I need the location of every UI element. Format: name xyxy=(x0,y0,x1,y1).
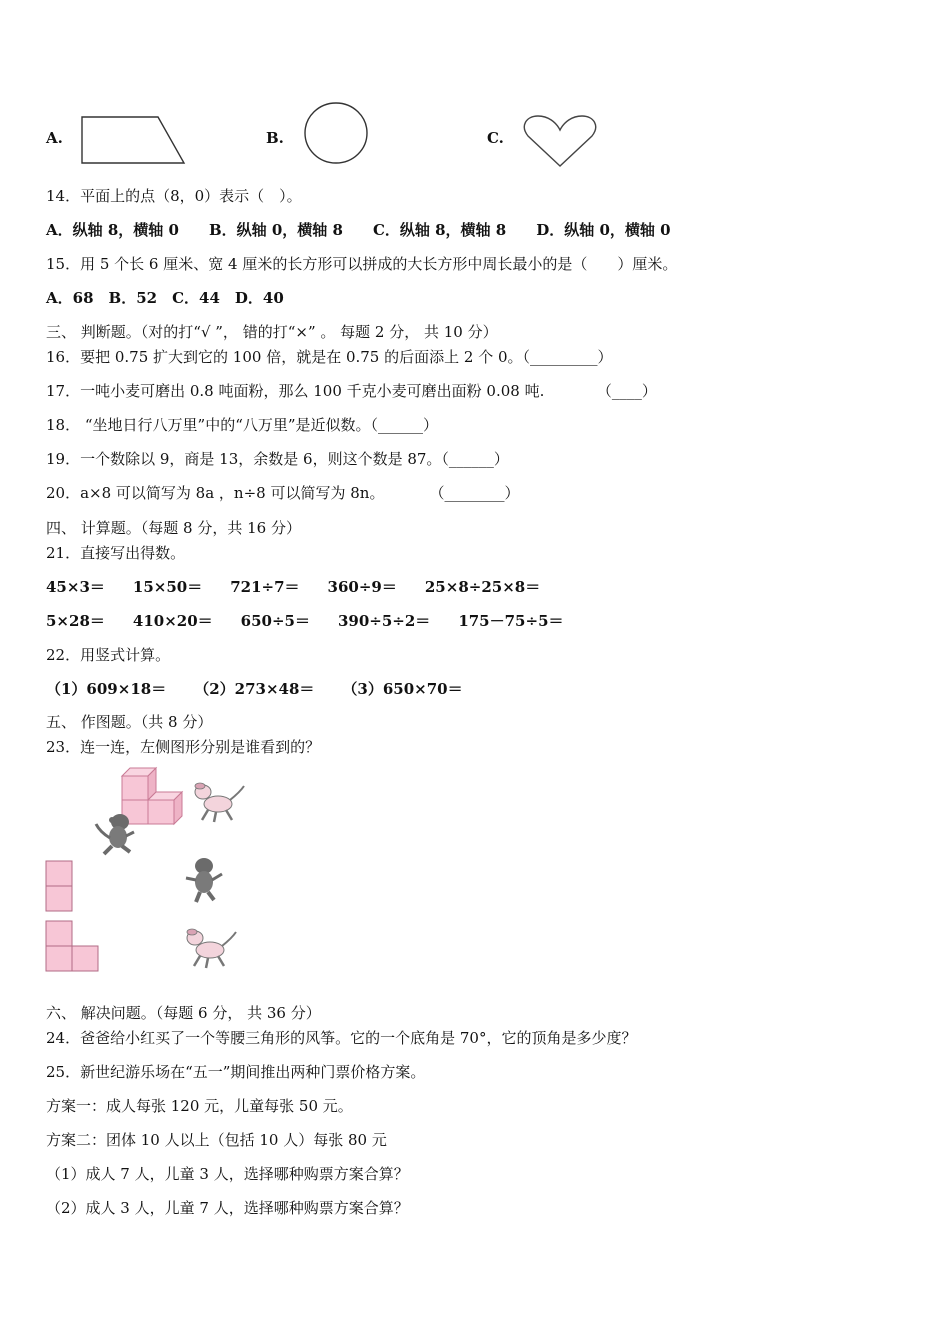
calc-item: 25×8÷25×8＝ xyxy=(424,578,541,596)
q25-plan-2: 方案二：团体 10 人以上（包括 10 人）每张 80 元 xyxy=(46,1131,387,1149)
q17-text: 17．一吨小麦可磨出 0.8 吨面粉，那么 100 千克小麦可磨出面粉 0.08 吨. （____） xyxy=(46,382,657,400)
option-b-label: B. xyxy=(266,129,284,147)
section-4-heading: 四、 计算题。（每题 8 分，共 16 分） xyxy=(46,519,301,537)
section-3-heading: 三、 判断题。（对的打“√ ”， 错的打“×” 。 每题 2 分， 共 10 分） xyxy=(46,323,498,341)
q20-text: 20．a×8 可以简写为 8a ，n÷8 可以简写为 8n。 （________） xyxy=(46,484,520,502)
vertical-calc-item: （2）273×48＝ xyxy=(194,680,315,698)
trapezoid-shape xyxy=(80,115,190,167)
vertical-calc-item: （1）609×18＝ xyxy=(46,680,167,698)
calc-item: 410×20＝ xyxy=(132,612,213,630)
q21-title: 21．直接写出得数。 xyxy=(46,544,186,562)
circle-shape xyxy=(302,101,370,167)
q21-row-2 xyxy=(46,611,592,631)
q25-sub-2: （2）成人 3 人，儿童 7 人，选择哪种购票方案合算？ xyxy=(46,1199,409,1217)
calc-item: 360÷9＝ xyxy=(327,578,397,596)
q22-items xyxy=(46,679,491,699)
dog-icon xyxy=(190,782,250,826)
calc-item: 650÷5＝ xyxy=(240,612,310,630)
heart-shape xyxy=(522,114,598,168)
vertical-calc-item: （3）650×70＝ xyxy=(342,680,463,698)
calc-item: 15×50＝ xyxy=(132,578,203,596)
q25-plan-1: 方案一：成人每张 120 元，儿童每张 50 元。 xyxy=(46,1097,353,1115)
q15-options: A．68 B．52 C．44 D．40 xyxy=(46,289,284,307)
q23-text: 23．连一连，左侧图形分别是谁看到的？ xyxy=(46,738,321,756)
option-c-label: C. xyxy=(487,129,504,147)
q22-title: 22．用竖式计算。 xyxy=(46,646,171,664)
calc-item: 721÷7＝ xyxy=(230,578,300,596)
view-l-shape-squares xyxy=(45,920,101,974)
calc-item: 175－75÷5＝ xyxy=(458,612,564,630)
q14-options: A．纵轴 8，横轴 0 B．纵轴 0，横轴 8 C．纵轴 8，横轴 8 D．纵轴 0，横轴 0 xyxy=(46,221,671,239)
q15-text: 15．用 5 个长 6 厘米、宽 4 厘米的长方形可以拼成的大长方形中周长最小的是（ ）厘米。 xyxy=(46,255,678,273)
q25-sub-1: （1）成人 7 人，儿童 3 人，选择哪种购票方案合算？ xyxy=(46,1165,409,1183)
calc-item: 45×3＝ xyxy=(46,578,105,596)
q24-text: 24．爸爸给小红买了一个等腰三角形的风筝。它的一个底角是 70°，它的顶角是多少度？ xyxy=(46,1029,637,1047)
dog-viewer-icon xyxy=(182,928,242,972)
q18-text: 18． “坐地日行八万里”中的“八万里”是近似数。（______） xyxy=(46,416,439,434)
q14-text: 14．平面上的点（8，0）表示（ ）。 xyxy=(46,187,302,205)
q21-row-1 xyxy=(46,577,568,597)
calc-item: 390÷5÷2＝ xyxy=(337,612,431,630)
section-5-heading: 五、 作图题。（共 8 分） xyxy=(46,713,213,731)
view-two-stacked-squares xyxy=(45,860,75,914)
monkey-viewer-icon xyxy=(180,856,226,904)
calc-item: 5×28＝ xyxy=(46,612,105,630)
q19-text: 19．一个数除以 9，商是 13，余数是 6，则这个数是 87。（______） xyxy=(46,450,509,468)
option-a-label: A. xyxy=(46,129,63,147)
q25-title: 25．新世纪游乐场在“五一”期间推出两种门票价格方案。 xyxy=(46,1063,426,1081)
section-6-heading: 六、 解决问题。（每题 6 分， 共 36 分） xyxy=(46,1004,321,1022)
q16-text: 16．要把 0.75 扩大到它的 100 倍，就是在 0.75 的后面添上 2 个 0。（_________） xyxy=(46,348,613,366)
monkey-icon xyxy=(92,810,138,858)
